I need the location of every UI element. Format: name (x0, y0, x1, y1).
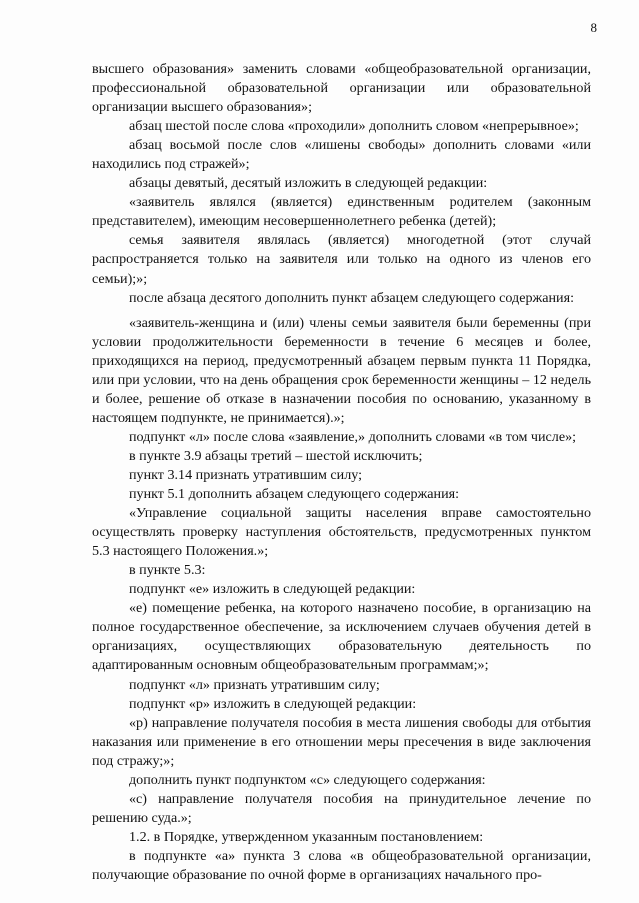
paragraph: «заявитель-женщина и (или) члены семьи заявителя были беременны (при условии продолжительности беременности в течение 6 месяцев и более, приходящихся на период, предусмотренный абзацем первым пункта 11 Порядка, или при условии, что на день обращения срок беременности женщины – 12 недель и более, решение об отказе в назначении пособия по основанию, указанному в настоящем подпункте, не принимается).»; (92, 314, 591, 426)
paragraph: подпункт «е» изложить в следующей редакции: (129, 581, 416, 598)
paragraph: дополнить пункт подпунктом «с» следующего содержания: (129, 771, 486, 788)
paragraph: пункт 5.1 дополнить абзацем следующего содержания: (129, 486, 460, 503)
paragraph: подпункт «р» изложить в следующей редакции: (129, 695, 417, 712)
paragraph: абзац восьмой после слов «лишены свободы» дополнить словами «или находились под стражей»; (92, 137, 591, 173)
paragraph: «е) помещение ребенка, на которого назначено пособие, в организацию на полное государственное обеспечение, за исключением случаев обучения детей в организациях, осуществляющих образовательную деятельность по адаптированным основным общеобразовательным программам;»; (92, 600, 591, 674)
paragraph: абзац шестой после слова «проходили» дополнить словом «непрерывное»; (129, 118, 579, 135)
paragraph: высшего образования» заменить словами «общеобразовательной организации, профессиональной образовательной организации или образовательной организации высшего образования»; (92, 61, 591, 116)
paragraph: подпункт «л» после слова «заявление,» дополнить словами «в том числе»; (129, 428, 577, 445)
paragraph: подпункт «л» признать утратившим силу; (129, 676, 380, 693)
paragraph: «р) направление получателя пособия в места лишения свободы для отбытия наказания или применение в его отношении меры пресечения в виде заключения под стражу;»; (92, 714, 591, 769)
paragraph: абзацы девятый, десятый изложить в следующей редакции: (129, 175, 488, 192)
paragraph: после абзаца десятого дополнить пункт абзацем следующего содержания: (129, 289, 574, 306)
paragraph: 1.2. в Порядке, утвержденном указанным постановлением: (129, 828, 484, 845)
page-number: 8 (590, 20, 597, 35)
paragraph: в пункте 3.9 абзацы третий – шестой исключить; (129, 447, 423, 464)
document-body (92, 60, 591, 885)
paragraph: пункт 3.14 признать утратившим силу; (129, 466, 363, 483)
paragraph: семья заявителя являлась (является) многодетной (этот случай распространяется только на заявителя или только на одного из членов его семьи);»; (92, 232, 591, 287)
paragraph: «с) направление получателя пособия на принудительное лечение по решению суда.»; (92, 790, 591, 826)
paragraph: в пункте 5.3: (129, 562, 206, 579)
paragraph: в подпункте «а» пункта 3 слова «в общеобразовательной организации, получающие образование по очной форме в организациях начального про- (92, 847, 591, 883)
paragraph: «Управление социальной защиты населения вправе самостоятельно осуществлять проверку наступления обстоятельств, предусмотренных пунктом 5.3 настоящего Положения.»; (92, 505, 591, 560)
paragraph: «заявитель являлся (является) единственным родителем (законным представителем), имеющим несовершеннолетнего ребенка (детей); (92, 194, 591, 230)
